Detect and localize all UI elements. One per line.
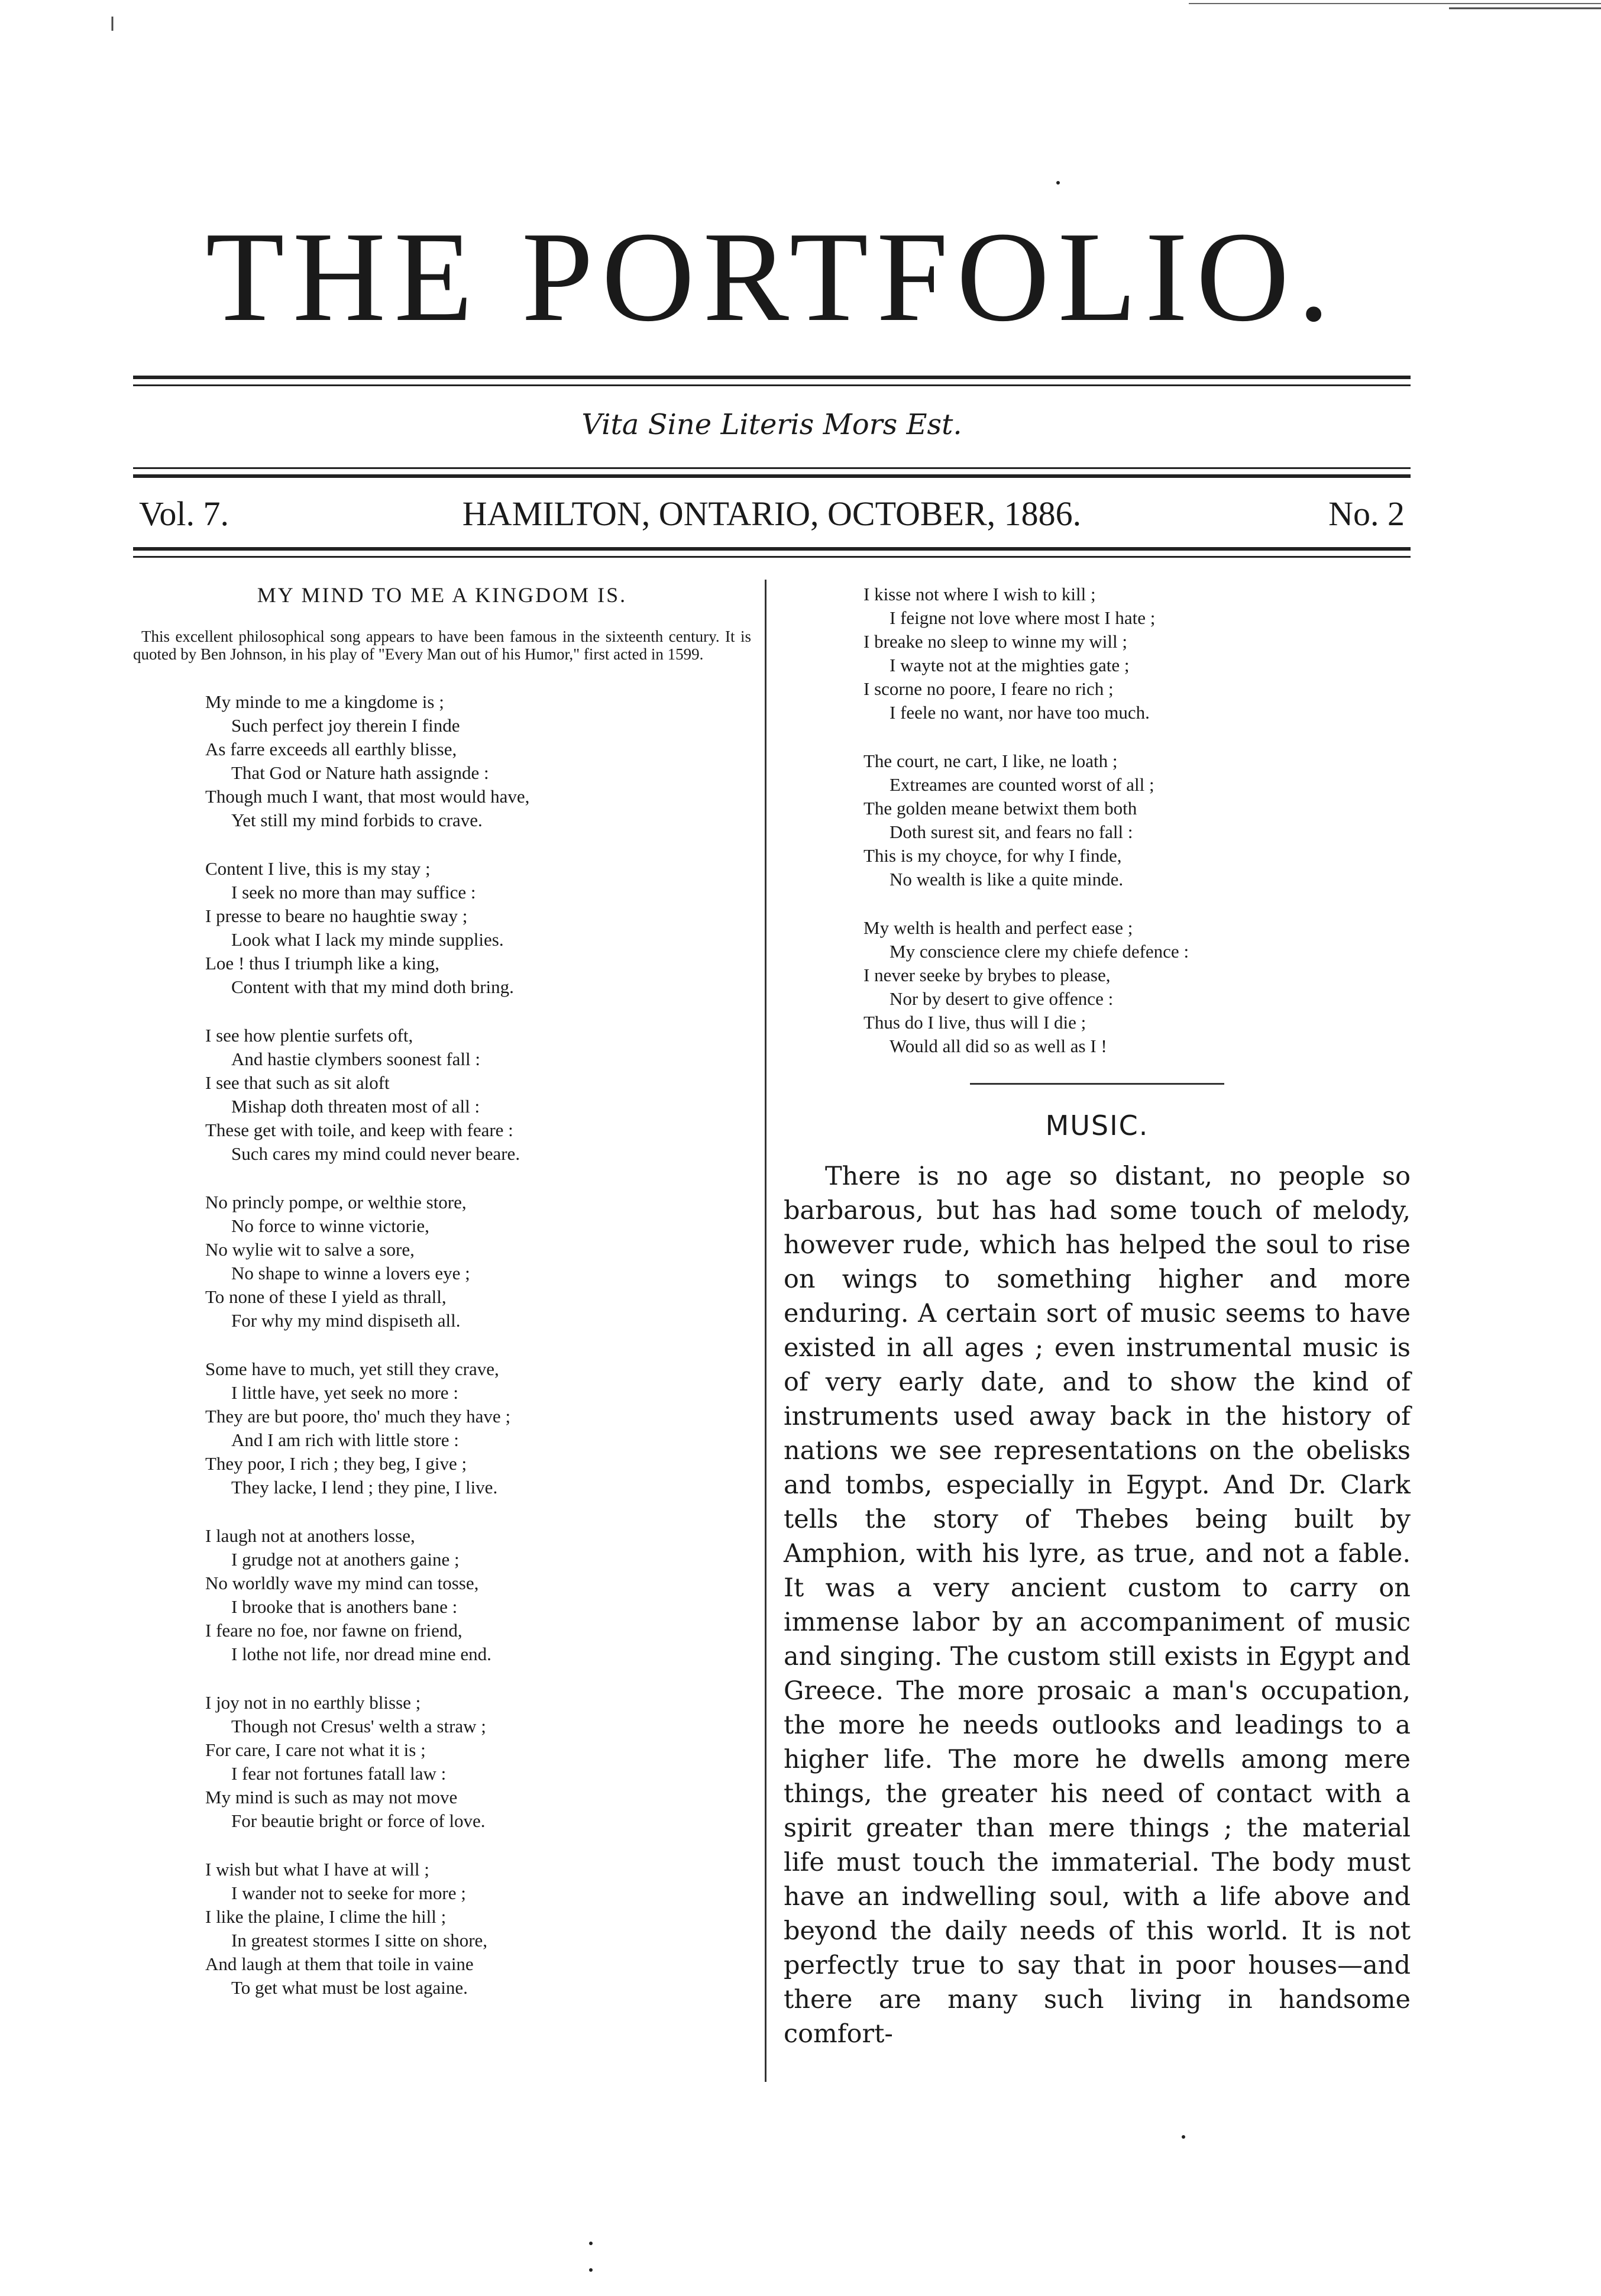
- issue-number: No. 2: [1328, 494, 1405, 533]
- poem-stanza: [784, 916, 1411, 1058]
- poem-line: I laugh not at anothers losse,: [205, 1525, 415, 1546]
- poem-line: My welth is health and perfect ease ;: [863, 917, 1133, 938]
- poem-line: I wish but what I have at will ;: [205, 1859, 429, 1880]
- poem-line: Yet still my mind forbids to crave.: [231, 810, 483, 830]
- poem-line: The court, ne cart, I like, ne loath ;: [863, 751, 1118, 771]
- poem-line: Though not Cresus' welth a straw ;: [231, 1716, 486, 1736]
- poem-line: Content with that my mind doth bring.: [231, 976, 514, 997]
- poem-line: Though much I want, that most would have,: [205, 786, 530, 807]
- poem-line: My minde to me a kingdome is ;: [205, 691, 444, 712]
- poem-line: They lacke, I lend ; they pine, I live.: [231, 1477, 498, 1498]
- poem-line: I wander not to seeke for more ;: [231, 1883, 466, 1903]
- poem-stanzas-left: [133, 690, 751, 2000]
- poem-line: I brooke that is anothers bane :: [231, 1596, 458, 1617]
- poem-stanza: [133, 1691, 751, 1833]
- poem-stanza: [133, 1858, 751, 2000]
- poem-line: And hastie clymbers soonest fall :: [231, 1049, 480, 1069]
- volume-label: Vol. 7.: [139, 494, 229, 533]
- poem-line: I lothe not life, nor dread mine end.: [231, 1644, 491, 1664]
- poem-stanza: [133, 1024, 751, 1166]
- poem-line: I breake no sleep to winne my will ;: [863, 631, 1127, 652]
- poem-line: Content I live, this is my stay ;: [205, 858, 431, 879]
- poem-line: The golden meane betwixt them both: [863, 798, 1137, 819]
- left-column: [133, 583, 751, 2025]
- poem-line: My conscience clere my chiefe defence :: [890, 941, 1189, 962]
- poem-line: They are but poore, tho' much they have ;: [205, 1406, 511, 1427]
- poem-line: No shape to winne a lovers eye ;: [231, 1263, 470, 1283]
- masthead-rule-thin: [133, 384, 1411, 386]
- poem-line: Such cares my mind could never beare.: [231, 1143, 520, 1164]
- poem-line: That God or Nature hath assignde :: [231, 762, 489, 783]
- poem-line: As farre exceeds all earthly blisse,: [205, 739, 457, 759]
- section-separator: [970, 1083, 1224, 1085]
- place-date: HAMILTON, ONTARIO, OCTOBER, 1886.: [462, 494, 1082, 533]
- ink-speck: [589, 2242, 593, 2245]
- article-title: MUSIC.: [1045, 1110, 1149, 1141]
- masthead-rule-thick: [133, 376, 1411, 379]
- poem-line: No wealth is like a quite minde.: [890, 869, 1124, 890]
- poem-stanza: [133, 857, 751, 999]
- poem-line: Such perfect joy therein I finde: [231, 715, 460, 736]
- poem-line: Would all did so as well as I !: [890, 1036, 1107, 1056]
- poem-title: MY MIND TO ME A KINGDOM IS.: [257, 583, 628, 607]
- poem-line: I wayte not at the mighties gate ;: [890, 655, 1130, 675]
- poem-stanza: [133, 1357, 751, 1499]
- poem-line: These get with toile, and keep with feare :: [205, 1120, 513, 1140]
- poem-line: For why my mind dispiseth all.: [231, 1310, 461, 1331]
- poem-line: Thus do I live, thus will I die ;: [863, 1012, 1086, 1033]
- scan-edge-marks: [0, 0, 1601, 35]
- poem-line: Doth surest sit, and fears no fall :: [890, 822, 1133, 842]
- poem-line: This is my choyce, for why I finde,: [863, 845, 1122, 866]
- right-column: [784, 583, 1411, 2051]
- poem-line: To get what must be lost againe.: [231, 1977, 468, 1998]
- column-divider: [765, 580, 766, 2082]
- poem-line: Look what I lack my minde supplies.: [231, 929, 504, 950]
- poem-line: Some have to much, yet still they crave,: [205, 1359, 499, 1379]
- poem-stanza: [133, 690, 751, 832]
- poem-line: They poor, I rich ; they beg, I give ;: [205, 1453, 467, 1474]
- poem-line: And laugh at them that toile in vaine: [205, 1954, 474, 1974]
- issue-rule-bottom-thin: [133, 556, 1411, 558]
- poem-line: My mind is such as may not move: [205, 1787, 458, 1807]
- poem-line: I grudge not at anothers gaine ;: [231, 1549, 460, 1570]
- poem-line: To none of these I yield as thrall,: [205, 1286, 447, 1307]
- poem-line: I presse to beare no haughtie sway ;: [205, 906, 468, 926]
- poem-line: In greatest stormes I sitte on shore,: [231, 1930, 488, 1951]
- issue-line: [133, 494, 1411, 535]
- ink-speck: [589, 2268, 593, 2272]
- poem-line: I joy not in no earthly blisse ;: [205, 1692, 421, 1713]
- issue-rule-bottom-thick: [133, 547, 1411, 551]
- poem-stanzas-right: [784, 583, 1411, 1058]
- poem-line: And I am rich with little store :: [231, 1430, 459, 1450]
- poem-line: I feigne not love where most I hate ;: [890, 607, 1156, 628]
- poem-line: I see how plentie surfets oft,: [205, 1025, 413, 1046]
- article-body: There is no age so distant, no people so barbarous, but has had some touch of melody, however rude, which has helped the soul to rise on wings to something higher and more enduring. A certain sort of music seems to have existed in all ages ; even instrumental music is of very early date, and to show the kind of instruments used away back in the history of nations we see representations on the obelisks and tombs, especially in Egypt. And Dr. Clark tells the story of Thebes being built by Amphion, with his lyre, as true, and not a fable. It was a very ancient custom to carry on immense labor by an accompaniment of music and singing. The custom still exists in Egypt and Greece. The more prosaic a man's occupation, the more he needs outlooks and leadings to a higher life. The more he dwells among mere things, the greater his need of contact with a spirit greater than mere things ; the material life must touch the immaterial. The body must have an indwelling soul, with a life above and beyond the daily needs of this world. It is not perfectly true to say that in poor houses—and there are many such living in handsome comfort-: [784, 1162, 1411, 2049]
- poem-line: Mishap doth threaten most of all :: [231, 1096, 480, 1117]
- poem-line: No worldly wave my mind can tosse,: [205, 1573, 479, 1593]
- poem-line: Loe ! thus I triumph like a king,: [205, 953, 440, 974]
- motto: Vita Sine Literis Mors Est.: [581, 408, 962, 441]
- poem-line: I scorne no poore, I feare no rich ;: [863, 678, 1114, 699]
- poem-line: I seek no more than may suffice :: [231, 882, 476, 903]
- poem-line: For care, I care not what it is ;: [205, 1739, 426, 1760]
- poem-line: I feele no want, nor have too much.: [890, 702, 1150, 723]
- poem-line: I see that such as sit aloft: [205, 1072, 390, 1093]
- poem-intro: This excellent philosophical song appears to have been famous in the sixteenth century. It is quoted by Ben Johnson, in his play of "Every Man out of his Humor," first acted in 1599.: [133, 628, 751, 663]
- poem-line: Extreames are counted worst of all ;: [890, 774, 1154, 795]
- poem-line: No force to winne victorie,: [231, 1215, 429, 1236]
- poem-line: I fear not fortunes fatall law :: [231, 1763, 447, 1784]
- issue-rule-top-thick: [133, 474, 1411, 478]
- ink-speck: [1182, 2135, 1185, 2139]
- poem-line: I little have, yet seek no more :: [231, 1382, 458, 1403]
- poem-stanza: [133, 1524, 751, 1666]
- poem-stanza: [784, 583, 1411, 725]
- issue-rule-top-thin: [133, 467, 1411, 469]
- poem-line: I like the plaine, I clime the hill ;: [205, 1906, 447, 1927]
- masthead-title: THE PORTFOLIO.: [205, 206, 1338, 348]
- poem-line: I never seeke by brybes to please,: [863, 965, 1111, 985]
- poem-line: Nor by desert to give offence :: [890, 988, 1114, 1009]
- poem-stanza: [133, 1191, 751, 1333]
- poem-line: I feare no foe, nor fawne on friend,: [205, 1620, 462, 1641]
- poem-stanza: [784, 749, 1411, 891]
- poem-line: For beautie bright or force of love.: [231, 1810, 486, 1831]
- ink-speck: [1056, 181, 1060, 185]
- poem-line: I kisse not where I wish to kill ;: [863, 584, 1096, 604]
- poem-line: No wylie wit to salve a sore,: [205, 1239, 415, 1260]
- poem-line: No princly pompe, or welthie store,: [205, 1192, 467, 1212]
